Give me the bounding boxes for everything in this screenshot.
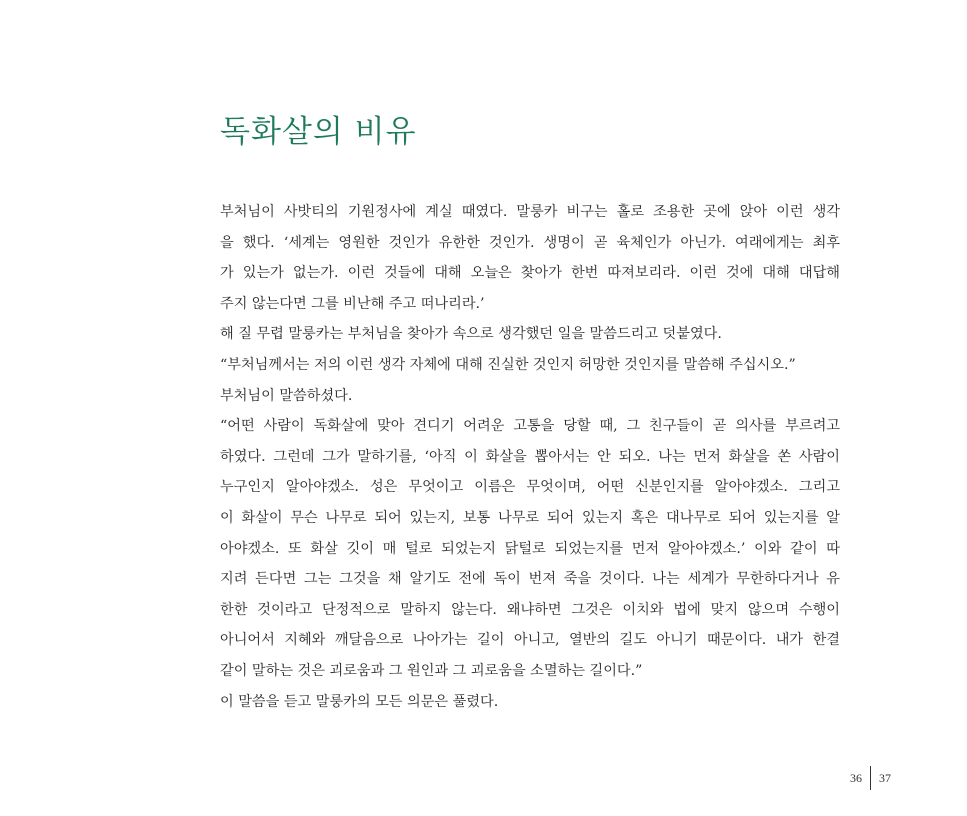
body-line: 하였다. 그런데 그가 말하기를, ‘아직 이 화살을 뽑아서는 안 되오. 나는 먼저 화살을 쏜 사람이 [220, 448, 840, 465]
body-line: 아니어서 지혜와 깨달음으로 나아가는 길이 아니고, 열반의 길도 아니기 때문이다. 내가 한결 [220, 632, 840, 649]
body-line: 해 질 무렵 말룽카는 부처님을 찾아가 속으로 생각했던 일을 말씀드리고 덧붙였다. [220, 326, 722, 343]
body-text [220, 197, 840, 717]
body-line: 이 화살이 무슨 나무로 되어 있는지, 보통 나무로 되어 있는지 혹은 대나무로 되어 있는지를 알 [220, 509, 840, 526]
page-number-divider [870, 766, 871, 790]
body-line: 아야겠소. 또 화살 깃이 매 털로 되었는지 닭털로 되었는지를 먼저 알아야겠소.’ 이와 같이 따 [220, 540, 840, 557]
body-line: 을 했다. ‘세계는 영원한 것인가 유한한 것인가. 생명이 곧 육체인가 아닌가. 여래에게는 최후 [220, 234, 840, 251]
page-number-right: 37 [879, 770, 891, 785]
body-line: 한한 것이라고 단정적으로 말하지 않는다. 왜냐하면 그것은 이치와 법에 맞지 않으며 수행이 [220, 601, 840, 618]
body-line: 누구인지 알아야겠소. 성은 무엇이고 이름은 무엇이며, 어떤 신분인지를 알아야겠소. 그리고 [220, 479, 840, 496]
page-title: 독화살의 비유 [220, 114, 417, 150]
body-line: 부처님이 사밧티의 기원정사에 계실 때였다. 말룽카 비구는 홀로 조용한 곳에 앉아 이런 생각 [220, 204, 840, 220]
page-numbers [850, 764, 891, 792]
body-line: 가 있는가 없는가. 이런 것들에 대해 오늘은 찾아가 한번 따져보리라. 이런 것에 대해 대답해 [220, 265, 840, 282]
body-line: 지려 든다면 그는 그것을 채 알기도 전에 독이 번져 죽을 것이다. 나는 세계가 무한하다거나 유 [220, 571, 840, 588]
body-line: “어떤 사람이 독화살에 맞아 견디기 어려운 고통을 당할 때, 그 친구들이 곧 의사를 부르려고 [220, 418, 840, 435]
page-number-left: 36 [850, 770, 862, 785]
body-line: “부처님께서는 저의 이런 생각 자체에 대해 진실한 것인지 허망한 것인지를 말씀해 주십시오.” [220, 356, 796, 373]
body-line: 주지 않는다면 그를 비난해 주고 떠나리라.’ [220, 295, 485, 312]
body-line: 부처님이 말씀하셨다. [220, 387, 353, 404]
body-line: 같이 말하는 것은 괴로움과 그 원인과 그 괴로움을 소멸하는 길이다.” [220, 662, 643, 679]
body-line: 이 말씀을 듣고 말룽카의 모든 의문은 풀렸다. [220, 693, 499, 710]
